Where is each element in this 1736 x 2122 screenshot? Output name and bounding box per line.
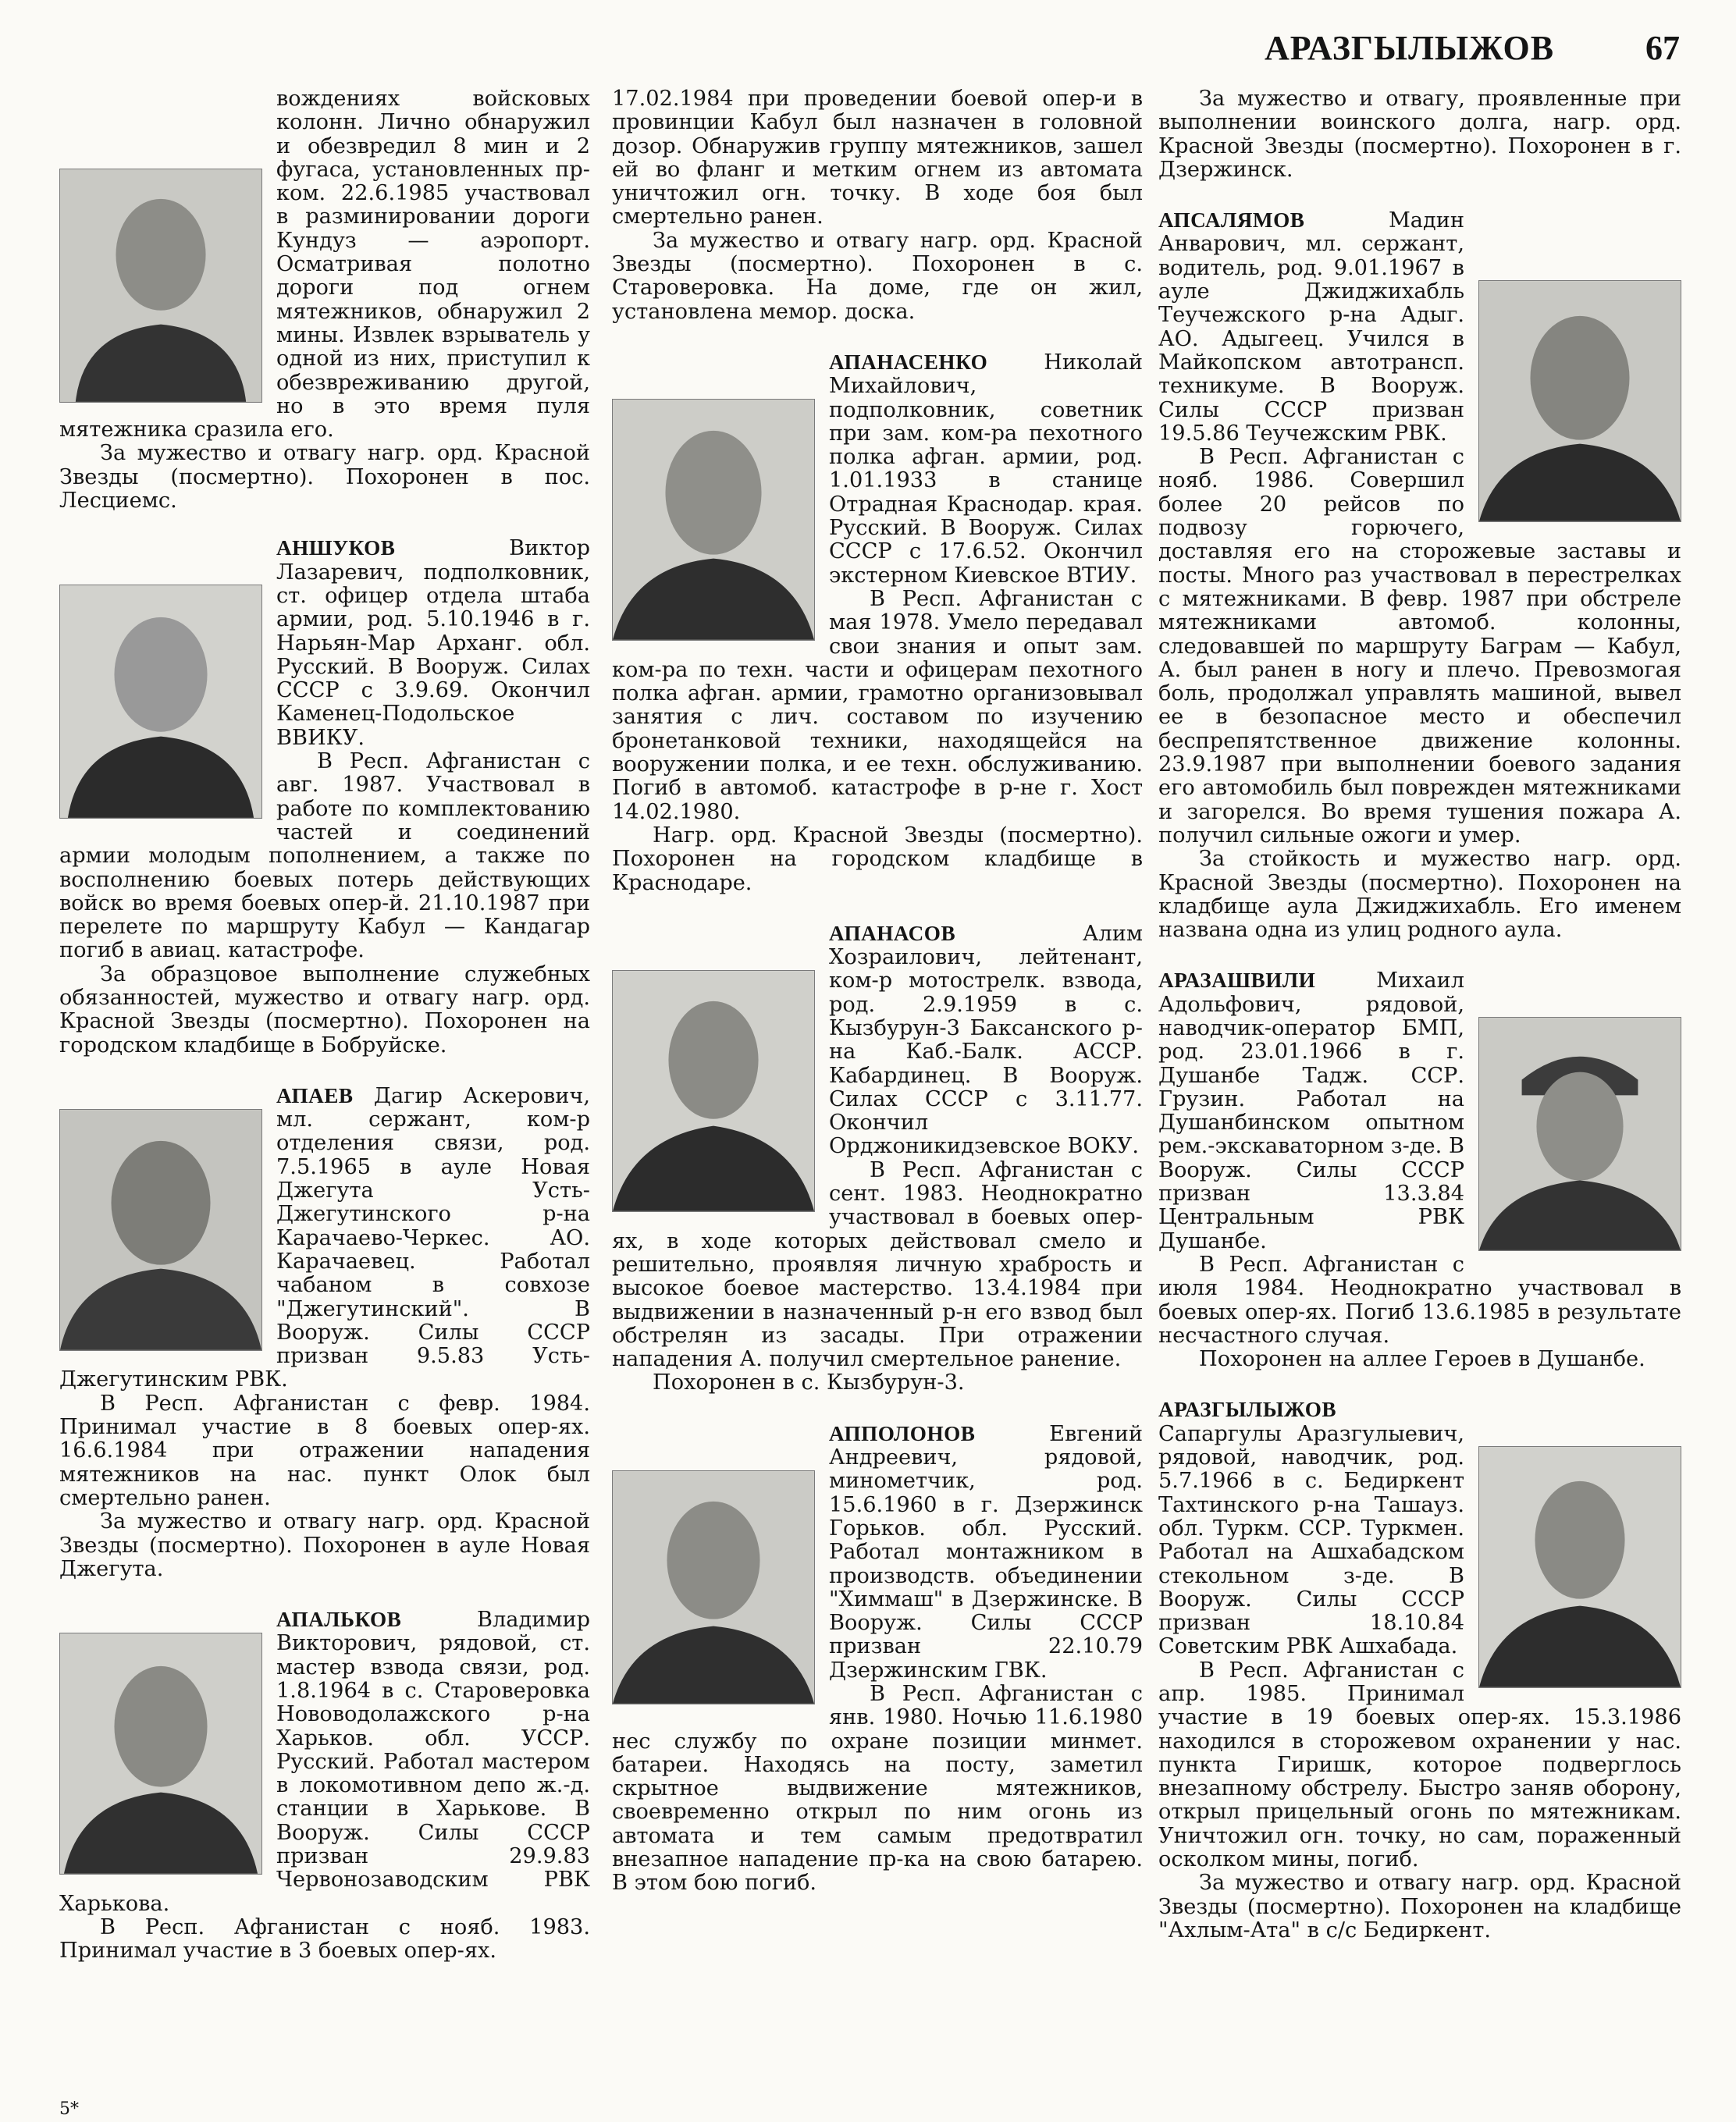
entry-surname: АПАЛЬКОВ: [276, 1608, 402, 1632]
paragraph: АПСАЛЯМОВ Мадин Анварович, мл. сержант, водитель, род. 9.01.1967 в ауле Джиджихабль Теучежского р-на Адыг. АО. Адыгеец. Учился в Майкопском автотрансп. техникуме. В Вооруж. Силы СССР призван 19.5.86 Теучежским РВК.: [1158, 208, 1681, 446]
entry-surname: АПАНАСЕНКО: [829, 350, 988, 374]
paragraph: АППОЛОНОВ Евгений Андреевич, рядовой, минометчик, род. 15.6.1960 в г. Дзержинск Горьков. обл. Русский. Работал монтажником в производств. объединении "Химмаш" в Дзержинске. В Вооруж. Силы СССР призван 22.10.79 Дзержинским ГВК.: [612, 1422, 1143, 1683]
entry-apalkov: [59, 1608, 590, 1963]
portrait-photo: [59, 585, 262, 819]
entry-surname: АППОЛОНОВ: [829, 1421, 976, 1445]
paragraph: В Респ. Афганистан с апр. 1985. Принимал участие в 19 боевых опер-ях. 15.3.1986 находился в сторожевом охранении у нас. пункта Гиришк, которое подверглось внезапному обстрелу. Быстро заняв оборону, открыл прицельный огонь по мятежникам. Уничтожил огн. точку, но сам, пораженный осколком мины, погиб.: [1158, 1658, 1681, 1872]
entry-anshukov: [59, 536, 590, 1057]
entry-surname: АПАНАСОВ: [829, 921, 956, 945]
paragraph: В Респ. Афганистан с нояб. 1986. Совершил более 20 рейсов по подвозу горючего, доставляя его на сторожевые заставы и посты. Много раз участвовал в перестрелках с мятежниками. В февр. 1987 при обстреле мятежниками автомоб. колонны, следовавшей по маршруту Баграм — Кабул, А. был ранен в ногу и плечо. Превозмогая боль, продолжал управлять машиной, вывел ее в безопасное место и обеспечил беспрепятственное движение колонны. 23.9.1987 при выполнении боевого задания его автомобиль был поврежден мятежниками и загорелся. Во время тушения пожара А. получил сильные ожоги и умер.: [1158, 445, 1681, 848]
entry-appolonov: [612, 1422, 1143, 1896]
paragraph: За мужество и отвагу нагр. орд. Красной Звезды (посмертно). Похоронен в с. Староверовка. На доме, где он жил, установлена мемор. доска.: [612, 228, 1143, 324]
paragraph: АРАЗАШВИЛИ Михаил Адольфович, рядовой, наводчик-оператор БМП, род. 23.01.1966 в г. Душанбе Тадж. ССР. Грузин. Работал на Душанбинском опытном рем.-экскаваторном з-де. В Вооруж. Силы СССР призван 13.3.84 Центральным РВК Душанбе.: [1158, 969, 1681, 1253]
entry-continuation: [59, 87, 590, 513]
portrait-photo: [59, 1633, 262, 1875]
signature-mark: 5*: [59, 2099, 79, 2119]
paragraph: 17.02.1984 при проведении боевой опер-и в провинции Кабул был назначен в головной дозор. Обнаружив группу мятежников, зашел ей во фланг и метким огнем из автомата уничтожил огн. точку. В ходе боя был смертельно ранен.: [612, 87, 1143, 229]
entry-arazashvili: [1158, 969, 1681, 1371]
portrait-photo: [612, 399, 815, 641]
paragraph: В Респ. Афганистан с февр. 1984. Принимал участие в 8 боевых опер-ях. 16.6.1984 при отражении нападения мятежников на нас. пункт Олок был смертельно ранен.: [59, 1391, 590, 1510]
column-1: [59, 87, 590, 1990]
paragraph: За стойкость и мужество нагр. орд. Красной Звезды (посмертно). Похоронен на кладбище аула Джиджихабль. Его именем названа одна из улиц родного аула.: [1158, 847, 1681, 943]
entry-apanasenko: [612, 350, 1143, 895]
entry-surname: АРАЗАШВИЛИ: [1158, 969, 1316, 993]
paragraph: В Респ. Афганистан с нояб. 1983. Принимал участие в 3 боевых опер-ях.: [59, 1914, 590, 1964]
paragraph: В Респ. Афганистан с июля 1984. Неоднократно участвовал в боевых опер-ях. Погиб 13.6.1985 в результате несчастного случая.: [1158, 1252, 1681, 1348]
paragraph: АПАЕВ Дагир Аскерович, мл. сержант, ком-р отделения связи, род. 7.5.1965 в ауле Новая Джегута Усть-Джегутинского р-на Карачаево-Черкес. АО. Карачаевец. Работал чабаном в совхозе "Джегутинский". В Вооруж. Силы СССР призван 9.5.83 Усть-Джегутинским РВК.: [59, 1083, 590, 1392]
paragraph: АПАЛЬКОВ Владимир Викторович, рядовой, ст. мастер взвода связи, род. 1.8.1964 в с. Староверовка Нововодолажского р-на Харьков. обл. УССР. Русский. Работал мастером в локомотивном депо ж.-д. станции в Харькове. В Вооруж. Силы СССР призван 29.9.83 Червонозаводским РВК Харькова.: [59, 1608, 590, 1916]
running-head: АРАЗГЫЛЫЖОВ: [1265, 29, 1555, 67]
entry-surname: АПАЕВ: [276, 1083, 354, 1107]
entry-apanasov: [612, 922, 1143, 1395]
paragraph: Нагр. орд. Красной Звезды (посмертно). Похоронен на городском кладбище в Краснодаре.: [612, 823, 1143, 895]
portrait-photo: [612, 1470, 815, 1704]
portrait-photo: [1478, 280, 1681, 522]
paragraph: АПАНАСОВ Алим Хозраилович, лейтенант, ком-р мотострелк. взвода, род. 2.9.1959 в с. Кызбурун-3 Баксанского р-на Каб.-Балк. АССР. Кабардинец. В Вооруж. Силах СССР с 3.11.77. Окончил Орджоникидзевское ВОКУ.: [612, 922, 1143, 1159]
portrait-photo: [59, 169, 262, 403]
entry-surname: АРАЗГЫЛЫЖОВ: [1158, 1398, 1337, 1422]
paragraph: В Респ. Афганистан с авг. 1987. Участвовал в работе по комплектованию частей и соединений армии молодым пополнением, а также по восполнению боевых потерь действующих войск во время боевых опер-й. 21.10.1987 при перелете по маршруту Кабул — Кандагар погиб в авиац. катастрофе.: [59, 749, 590, 963]
entry-continuation: [612, 87, 1143, 324]
paragraph: За образцовое выполнение служебных обязанностей, мужество и отвагу нагр. орд. Красной Звезды (посмертно). Похоронен на городском кладбище в Бобруйске.: [59, 961, 590, 1057]
column-2: [612, 87, 1143, 1922]
entry-surname: АПСАЛЯМОВ: [1158, 208, 1305, 233]
paragraph: За мужество и отвагу нагр. орд. Красной Звезды (посмертно). Похоронен в пос. Лесциемс.: [59, 441, 590, 514]
entry-surname: АНШУКОВ: [276, 536, 396, 560]
paragraph: Похоронен на аллее Героев в Душанбе.: [1199, 1347, 1645, 1372]
entry-apaev: [59, 1084, 590, 1581]
paragraph: АНШУКОВ Виктор Лазаревич, подполковник, ст. офицер отдела штаба армии, род. 5.10.1946 в г. Нарьян-Мар Арханг. обл. Русский. В Вооруж. Силах СССР с 3.9.69. Окончил Каменец-Подольское ВВИКУ.: [59, 536, 590, 750]
paragraph: вождениях войсковых колонн. Лично обнаружил и обезвредил 8 мин и 2 фугаса, установленных пр-ком. 22.6.1985 участвовал в разминировании дороги Кундуз — аэропорт. Осматривая полотно дороги под огнем мятежников, обнаружил 2 мины. Извлек взрыватель у одной из них, приступил к обезвреживанию другой, но в это время пуля мятежника сразила его.: [59, 87, 590, 443]
paragraph: За мужество и отвагу, проявленные при выполнении воинского долга, нагр. орд. Красной Звезды (посмертно). Похоронен в г. Дзержинск.: [1158, 87, 1681, 182]
entry-continuation: [1158, 87, 1681, 182]
page-number: 67: [1645, 29, 1680, 67]
entry-apsalyamov: [1158, 208, 1681, 942]
paragraph: В Респ. Афганистан с сент. 1983. Неоднократно участвовал в боевых опер-ях, в ходе которых действовал смело и решительно, проявляя личную храбрость и высокое боевое мастерство. 13.4.1984 при выдвижении в назначенный р-н его взвод был обстрелян из засады. При отражении нападения А. получил смертельное ранение.: [612, 1157, 1143, 1372]
paragraph: Похоронен в с. Кызбурун-3.: [653, 1370, 965, 1395]
portrait-photo: [612, 970, 815, 1212]
entry-arazgylyzhov: [1158, 1398, 1681, 1943]
paragraph: За мужество и отвагу нагр. орд. Красной Звезды (посмертно). Похоронен на кладбище "Ахлым-Ата" в с/с Бедиркент.: [1158, 1871, 1681, 1943]
paragraph: За мужество и отвагу нагр. орд. Красной Звезды (посмертно). Похоронен в ауле Новая Джегута.: [59, 1509, 590, 1581]
portrait-photo: [59, 1109, 262, 1351]
paragraph: АПАНАСЕНКО Николай Михайлович, подполковник, советник при зам. ком-ра пехотного полка афган. армии, род. 1.01.1933 в станице Отрадная Краснодар. края. Русский. В Вооруж. Силах СССР с 17.6.52. Окончил экстерном Киевское ВТИУ.: [612, 350, 1143, 588]
paragraph: В Респ. Афганистан с мая 1978. Умело передавал свои знания и опыт зам. ком-ра по техн. части и офицерам пехотного полка афган. армии, грамотно организовывал занятия с лич. составом по изучению бронетанковой техники, находящейся на вооружении полка, и ее техн. обслуживанию. Погиб в автомоб. катастрофе в р-не г. Хост 14.02.1980.: [612, 586, 1143, 824]
paragraph: В Респ. Афганистан с янв. 1980. Ночью 11.6.1980 нес службу по охране позиции минмет. батареи. Находясь на посту, заметил скрытное выдвижение мятежников, своевременно открыл по ним огонь из автомата и тем самым предотвратил внезапное нападение пр-ка на свою батарею. В этом бою погиб.: [612, 1682, 1143, 1896]
column-3: [1158, 87, 1681, 1969]
paragraph: АРАЗГЫЛЫЖОВ Сапаргулы Аразгулыевич, рядовой, наводчик, род. 5.7.1966 в с. Бедиркент Тахтинского р-на Ташауз. обл. Туркм. ССР. Туркмен. Работал на Ашхабадском стекольном з-де. В Вооруж. Силы СССР призван 18.10.84 Советским РВК Ашхабада.: [1158, 1398, 1681, 1658]
portrait-photo: [1478, 1017, 1681, 1251]
portrait-photo: [1478, 1446, 1681, 1688]
